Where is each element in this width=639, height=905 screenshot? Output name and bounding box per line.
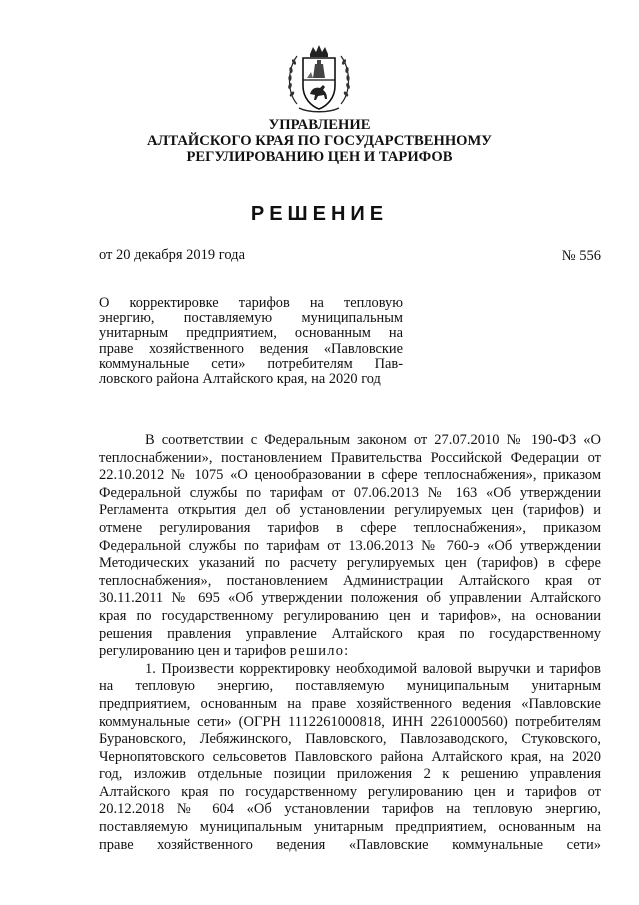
body-line-decision bbox=[99, 643, 601, 661]
decision-prefix: регулированию цен и тарифов bbox=[99, 643, 290, 660]
authority-line-3: РЕГУЛИРОВАНИЮ ЦЕН И ТАРИФОВ bbox=[186, 149, 453, 165]
item-1-line: Алтайского края по государственному регулированию цен и тарифов от bbox=[99, 783, 601, 800]
body-line: края по государственному регулированию цен и тарифов», на основании bbox=[99, 607, 601, 624]
decision-word: решило bbox=[289, 643, 345, 660]
subject-line: ловского района Алтайского края, на 2020 год bbox=[99, 370, 381, 387]
altai-krai-coat-of-arms-icon bbox=[283, 42, 355, 116]
body-line: 22.10.2012 № 1075 «О ценообразовании в сфере теплоснабжения», приказом bbox=[99, 467, 601, 484]
item-1-line: на тепловую энергию, поставляемую муниципальным унитарным bbox=[99, 678, 601, 695]
item-1-line: поставляемую муниципальным унитарным предприятием, основанным на bbox=[99, 819, 601, 836]
document-title: РЕШЕНИЕ bbox=[250, 203, 389, 225]
item-1-line: год, изложив отдельные позиции приложения 2 к решению управления bbox=[99, 766, 601, 783]
body-line: Федеральной службы по тарифам от 07.06.2013 № 163 «Об утверждении bbox=[99, 484, 601, 501]
body-line: Федеральной службы по тарифам от 13.06.2013 № 760-э «Об утверждении bbox=[99, 537, 601, 554]
body-line: Регламента открытия дел об установлении регулируемых цен (тарифов) и bbox=[99, 502, 601, 519]
item-1-line: 1. Произвести корректировку необходимой валовой выручки и тарифов bbox=[145, 660, 601, 677]
subject-line: унитарным предприятием, основанным на bbox=[99, 326, 403, 342]
item-1-line: Чернопятовского сельсоветов Павловского района Алтайского края, на 2020 bbox=[99, 748, 601, 765]
body-line: 30.11.2011 № 695 «Об утверждении положения об управлении Алтайского bbox=[99, 590, 601, 607]
item-1-line: предприятием, основанным на праве хозяйственного ведения «Павловские bbox=[99, 695, 601, 712]
issuing-authority bbox=[0, 117, 639, 165]
body-line: В соответствии с Федеральным законом от 27.07.2010 № 190-ФЗ «О bbox=[145, 432, 601, 448]
subject-line: энергию, поставляемую муниципальным bbox=[99, 311, 403, 327]
body-line: теплоснабжении», постановлением Правительства Российской Федерации от bbox=[99, 449, 601, 466]
body-line: отмене регулирования тарифов в сфере теплоснабжения», приказом bbox=[99, 519, 601, 536]
subject-line: праве хозяйственного ведения «Павловские bbox=[99, 341, 403, 357]
item-1-line: 20.12.2018 № 604 «Об установлении тарифов на тепловую энергию, bbox=[99, 801, 601, 818]
item-1-line: Бурановского, Лебяжинского, Павловского, Павлозаводского, Стуковского, bbox=[99, 731, 601, 748]
body-line: решения правления управление Алтайского края по государственному bbox=[99, 625, 601, 642]
subject-line: коммунальные сети» потребителям Пав- bbox=[99, 356, 403, 372]
item-1-line: коммунальные сети» (ОГРН 1112261000818, ИНН 2261000560) потребителям bbox=[99, 713, 601, 730]
body-line: Методических указаний по расчету регулируемых цен (тарифов) в сфере bbox=[99, 555, 601, 572]
document-body bbox=[99, 432, 601, 854]
document-number: № 556 bbox=[561, 248, 601, 264]
decision-suffix: : bbox=[344, 643, 349, 660]
authority-line-2: АЛТАЙСКОГО КРАЯ ПО ГОСУДАРСТВЕННОМУ bbox=[146, 133, 493, 149]
body-line: теплоснабжения», постановлением Администрации Алтайского края от bbox=[99, 572, 601, 589]
item-1-line: праве хозяйственного ведения «Павловские коммунальные сети» bbox=[99, 836, 601, 853]
subject-line: О корректировке тарифов на тепловую bbox=[99, 296, 403, 311]
document-subject bbox=[99, 296, 403, 387]
authority-line-1: УПРАВЛЕНИЕ bbox=[268, 117, 371, 133]
document-date: от 20 декабря 2019 года bbox=[99, 247, 245, 263]
